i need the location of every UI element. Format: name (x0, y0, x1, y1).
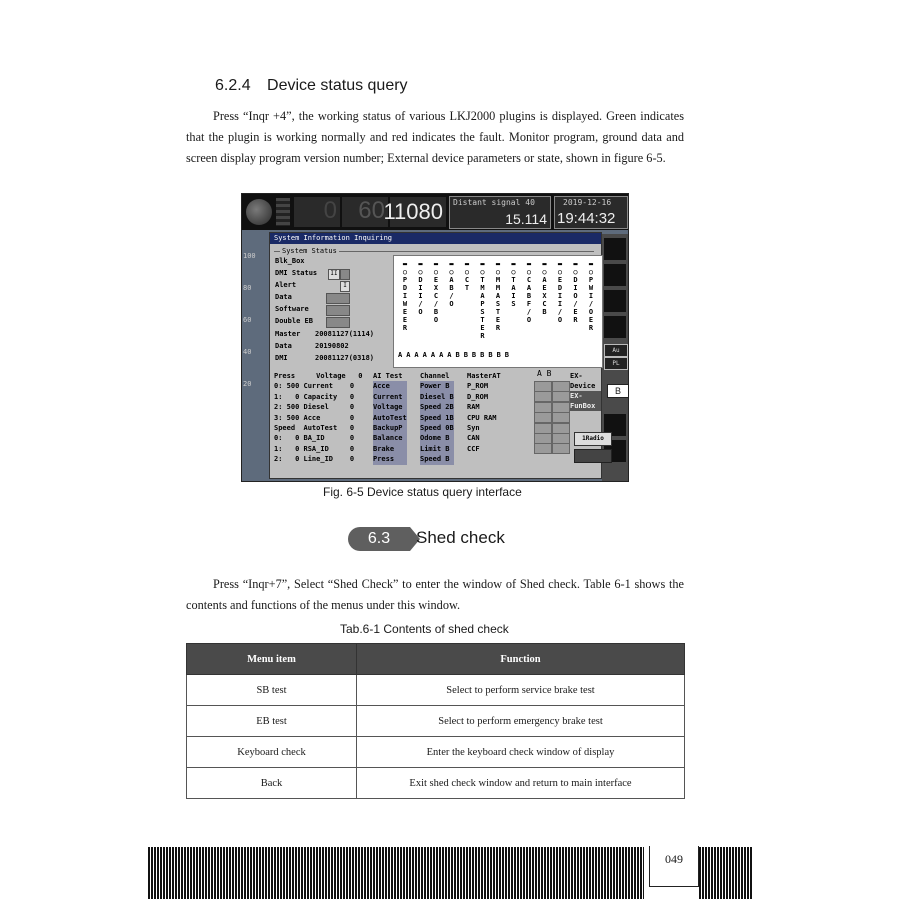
status-row: DMI (275, 354, 288, 362)
info-line: Odome B (420, 433, 454, 443)
scale-tick: 20 (243, 380, 252, 388)
distance-value: 11080 (383, 199, 443, 224)
table-cell: Select to perform service brake test (357, 675, 685, 706)
status-row: Master (275, 330, 301, 338)
info-line: CPU RAM (467, 413, 497, 422)
info-line: 0: 500 Current 0 (274, 382, 355, 391)
group-label: System Status (282, 247, 337, 255)
plugin-column: ▬ ○ T A I S (511, 260, 516, 308)
status-box (326, 305, 350, 316)
ab-status-cell (552, 402, 570, 413)
section-heading (215, 77, 408, 95)
ab-status-cell (552, 423, 570, 434)
master-version: 20081127(1114) (315, 330, 375, 338)
shed-check-table (186, 643, 685, 799)
ab-status-cell (552, 381, 570, 392)
info-line: Speed AutoTest 0 (274, 424, 355, 433)
table-row (187, 706, 685, 737)
ab-header: A B (537, 369, 552, 378)
info-line: Press (373, 454, 407, 464)
info-line: 2: 500 Diesel 0 (274, 403, 355, 412)
info-line: AI Test (373, 372, 403, 380)
scale-tick: 100 (243, 252, 256, 260)
plugin-column: ▬ ○ D I O / E R (573, 260, 578, 324)
plugin-status-panel (393, 255, 603, 368)
info-line: Speed 1B (420, 413, 454, 422)
table-cell: Exit shed check window and return to main interface (357, 768, 685, 799)
signal-box (449, 196, 551, 229)
page-decoration-stripes (148, 847, 644, 899)
status-box (326, 293, 350, 304)
time-readout: 19:44:32 (557, 210, 616, 227)
status-row: DMI Status (275, 269, 318, 277)
header-function: Function (357, 644, 685, 675)
return-button[interactable] (574, 449, 612, 463)
speed-value-1: 0 (323, 197, 337, 224)
ab-status-cell (552, 391, 570, 402)
plugin-column: ▬ ○ E X C / B O (433, 260, 439, 324)
status-row: Data (275, 293, 292, 301)
pl-button[interactable]: PL (604, 357, 628, 370)
info-line: P_ROM (467, 382, 489, 391)
plugin-column: ▬ ○ C T (464, 260, 470, 292)
info-line: Brake (373, 444, 407, 454)
speed-scale (242, 234, 264, 481)
info-line: CCF (467, 444, 480, 453)
info-line: 1: 0 RSA_ID 0 (274, 444, 355, 453)
system-info-window (269, 232, 602, 479)
ai-test-column (373, 371, 407, 465)
radio-button[interactable]: 1Radio (574, 432, 612, 446)
device-status-screenshot (241, 193, 629, 482)
info-line: Voltage (373, 402, 407, 412)
status-row: Data (275, 342, 292, 350)
speed-cell-2 (342, 197, 388, 227)
plugin-column: ▬ ○ E D I I / O (557, 260, 563, 324)
table-cell: Select to perform emergency brake test (357, 706, 685, 737)
info-line: Syn (467, 424, 480, 433)
master-at-column (467, 371, 501, 454)
page-decoration-stripes-right (699, 847, 753, 899)
table-cell: EB test (187, 706, 357, 737)
info-line: CAN (467, 434, 480, 443)
subsection-title: Shed check (416, 528, 505, 547)
table-caption: Tab.6-1 Contents of shed check (340, 622, 509, 636)
scale-tick: 40 (243, 348, 252, 356)
b-tag: B (607, 384, 629, 398)
info-line: Balance (373, 433, 407, 443)
info-line: Speed B (420, 454, 454, 464)
ab-status-cell (534, 433, 552, 444)
time-box (554, 196, 628, 229)
table-cell: Keyboard check (187, 737, 357, 768)
plugin-column: ▬ ○ P W I / O E R (588, 260, 594, 332)
table-header-row (187, 644, 685, 675)
status-box (340, 269, 350, 280)
mini-lcd (276, 198, 290, 226)
distance-cell (383, 197, 446, 227)
table-row (187, 768, 685, 799)
section-title: Device status query (267, 77, 408, 94)
window-title: System Information Inquiring (270, 233, 601, 244)
plugin-column: ▬ ○ M M A S T E R (495, 260, 501, 332)
info-line: Speed 0B (420, 424, 454, 433)
ex-funbox-item[interactable]: EX-FunBox (570, 391, 601, 411)
signal-lamp-icon (246, 199, 272, 225)
info-line: 3: 500 Acce 0 (274, 413, 355, 422)
ab-status-cell (534, 381, 552, 392)
figure-caption: Fig. 6-5 Device status query interface (323, 485, 522, 499)
ab-status-cell (534, 443, 552, 454)
info-line: Diesel B (420, 392, 454, 401)
ab-status-cell (552, 443, 570, 454)
speed-cell-1 (294, 197, 340, 227)
intro-text: Press “Inqr +4”, the working status of various LKJ2000 plugins is displayed. Green indicates that the plugin is working normally and red indicates the fault. Monitor program, ground data and screen display program version number; External device parameters or state, shown in figure 6-5. (186, 109, 684, 165)
plugin-column: ▬ ○ C A B F / O (526, 260, 532, 324)
info-line: Press Voltage 0 (274, 372, 363, 380)
speed-value-2: 60 (358, 197, 385, 224)
subsection-number: 6.3 (348, 527, 410, 551)
info-line: Acce (373, 381, 407, 391)
table-cell: Back (187, 768, 357, 799)
dmi-version: 20081127(0318) (315, 354, 375, 362)
data-version: 20190802 (315, 342, 349, 350)
softkey[interactable] (604, 290, 626, 312)
info-line: MasterAT (467, 372, 501, 380)
softkey[interactable] (604, 238, 626, 260)
info-line: Limit B (420, 444, 454, 454)
info-line: 2: 0 Line_ID 0 (274, 455, 355, 464)
scale-tick: 60 (243, 316, 252, 324)
au-button[interactable]: Au (604, 344, 628, 357)
status-row: Blk_Box (275, 257, 305, 265)
status-box (326, 317, 350, 328)
ex-device-list (570, 371, 601, 411)
ex-device-label: EX-Device (570, 372, 596, 390)
signal-label: Distant signal 40 (453, 198, 535, 207)
status-bar (242, 194, 628, 230)
plugin-column: ▬ ○ D I I / O (418, 260, 423, 316)
table-cell: SB test (187, 675, 357, 706)
info-line: Speed 2B (420, 403, 454, 412)
table-row (187, 737, 685, 768)
plugin-column: ▬ ○ P D I W E E R (402, 260, 408, 332)
info-line: 0: 0 BA_ID 0 (274, 434, 355, 443)
section-number: 6.2.4 (215, 77, 251, 94)
header-menu-item: Menu item (187, 644, 357, 675)
ab-status-cell (534, 391, 552, 402)
press-speed-column (274, 371, 363, 465)
info-line: AutoTest (373, 413, 407, 422)
status-mark: II (328, 269, 340, 280)
info-line: Channel (420, 372, 450, 380)
table-row (187, 675, 685, 706)
info-line: Power B (420, 381, 454, 391)
scale-tick: 80 (243, 284, 252, 292)
status-row: Alert (275, 281, 297, 289)
info-line: Current (373, 392, 407, 402)
signal-value: 15.114 (505, 211, 547, 227)
second-paragraph (186, 574, 684, 616)
plugin-column: ▬ ○ T M A P S T E R (480, 260, 485, 340)
second-text: Press “Inqr+7”, Select “Shed Check” to enter the window of Shed check. Table 6-1 shows the contents and functions of the menus under this window. (186, 577, 684, 612)
info-line: 1: 0 Capacity 0 (274, 392, 355, 401)
ab-status-cell (534, 402, 552, 413)
ab-status-cell (552, 412, 570, 423)
plugin-letters: AAAAAAABBBBBBB (398, 351, 514, 359)
info-line: BackupP (373, 423, 407, 433)
softkey[interactable] (604, 264, 626, 286)
plugin-column: ▬ ○ A B / O (449, 260, 454, 308)
intro-paragraph (186, 106, 684, 169)
plugin-column: ▬ ○ A E X C B (542, 260, 547, 316)
page-number: 049 (649, 846, 699, 887)
date-readout: 2019-12-16 (563, 198, 612, 207)
status-row: Double EB (275, 317, 313, 325)
ab-status-cell (552, 433, 570, 444)
table-cell: Enter the keyboard check window of display (357, 737, 685, 768)
softkey[interactable] (604, 316, 626, 338)
ab-status-cell (534, 412, 552, 423)
status-mark: I (340, 281, 350, 292)
info-line: D_ROM (467, 392, 489, 401)
status-row: Software (275, 305, 309, 313)
info-line: RAM (467, 403, 480, 412)
ab-status-cell (534, 423, 552, 434)
channel-column (420, 371, 454, 465)
